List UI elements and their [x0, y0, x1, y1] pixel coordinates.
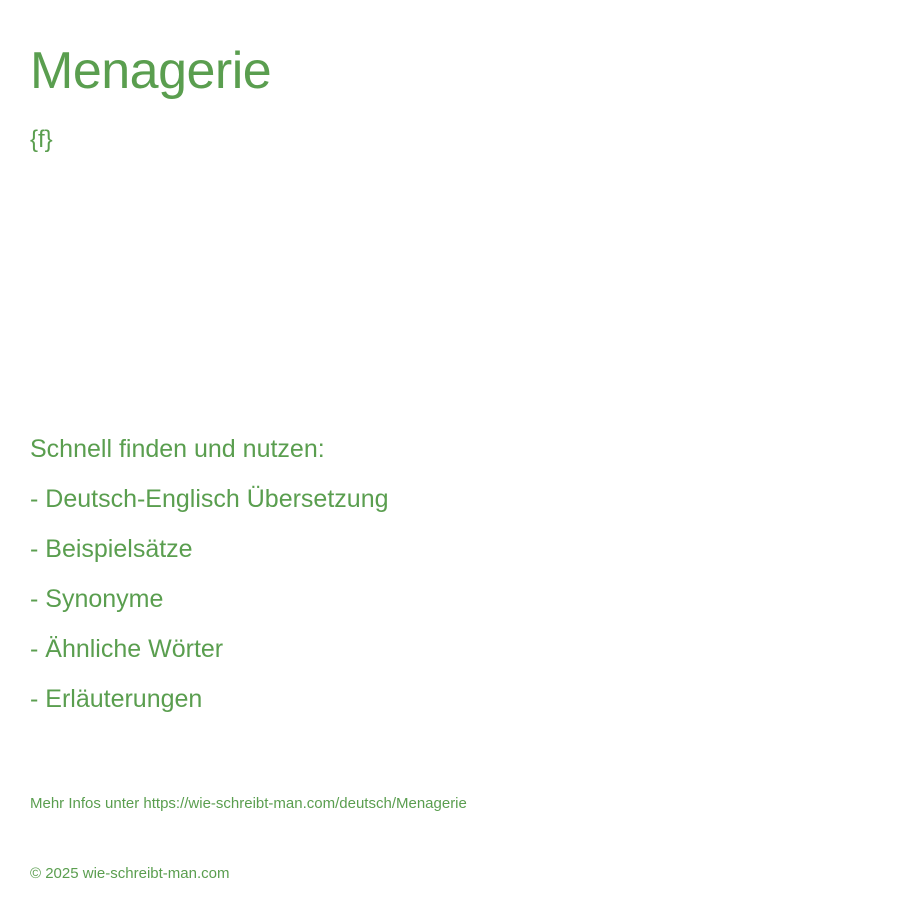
feature-heading: Schnell finden und nutzen:: [30, 435, 325, 463]
feature-item-explanations: - Erläuterungen: [30, 685, 203, 713]
feature-item-similar-words: - Ähnliche Wörter: [30, 635, 224, 663]
grammatical-gender: {f}: [30, 126, 53, 153]
feature-item-synonyms: - Synonyme: [30, 585, 164, 613]
copyright-notice: © 2025 wie-schreibt-man.com: [30, 865, 230, 882]
feature-item-translation: - Deutsch-Englisch Übersetzung: [30, 485, 389, 513]
feature-list: [30, 424, 389, 724]
feature-item-example-sentences: - Beispielsätze: [30, 535, 193, 563]
word-title: Menagerie: [30, 42, 272, 100]
more-info-text: Mehr Infos unter https://wie-schreibt-man.com/deutsch/Menagerie: [30, 795, 467, 812]
